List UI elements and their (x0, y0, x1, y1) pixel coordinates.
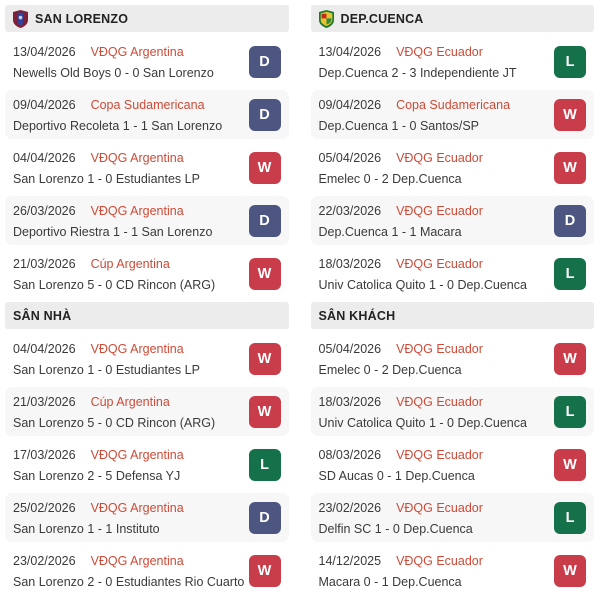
match-score: Dep.Cuenca 2 - 3 Independiente JT (318, 65, 517, 80)
match-score: SD Aucas 0 - 1 Dep.Cuenca (318, 468, 475, 483)
competition-link[interactable]: VĐQG Ecuador (396, 553, 483, 568)
match-info (13, 342, 200, 377)
section-title: SÂN NHÀ (13, 308, 72, 323)
section-title: SÂN KHÁCH (318, 308, 396, 323)
competition-link[interactable]: Copa Sudamericana (90, 97, 205, 112)
match-info (319, 98, 511, 133)
match-score: San Lorenzo 1 - 0 Estudiantes LP (13, 362, 200, 377)
match-info (13, 501, 184, 536)
team-name: DEP.CUENCA (340, 11, 424, 26)
dep-cuenca-crest-icon (319, 10, 334, 28)
match-row[interactable] (311, 90, 595, 139)
outcome-badge: W (249, 152, 281, 184)
home-matches-list (5, 334, 289, 595)
match-date: 09/04/2026 (13, 97, 76, 112)
outcome-badge: L (554, 46, 586, 78)
match-score: Delfin SC 1 - 0 Dep.Cuenca (318, 521, 473, 536)
match-score: Deportivo Recoleta 1 - 1 San Lorenzo (13, 118, 223, 133)
section-header-away (311, 302, 595, 329)
match-info (319, 257, 527, 292)
san-lorenzo-crest-icon (13, 10, 28, 28)
match-info (319, 448, 483, 483)
match-info (13, 151, 200, 186)
match-date: 22/03/2026 (318, 203, 382, 218)
competition-link[interactable]: VĐQG Ecuador (396, 150, 483, 165)
outcome-badge: D (249, 502, 281, 534)
match-info (319, 204, 483, 239)
outcome-badge: D (554, 205, 586, 237)
match-score: San Lorenzo 5 - 0 CD Rincon (ARG) (13, 415, 216, 430)
outcome-badge: W (249, 258, 281, 290)
match-info (13, 204, 212, 239)
competition-link[interactable]: VĐQG Argentina (90, 44, 184, 59)
match-row[interactable] (5, 546, 289, 595)
match-date: 26/03/2026 (13, 203, 76, 218)
competition-link[interactable]: VĐQG Ecuador (396, 341, 483, 356)
match-row[interactable] (5, 493, 289, 542)
match-date: 05/04/2026 (318, 341, 382, 356)
match-date: 23/02/2026 (13, 553, 76, 568)
match-info (13, 448, 184, 483)
competition-link[interactable]: VĐQG Ecuador (396, 44, 483, 59)
competition-link[interactable]: VĐQG Ecuador (396, 500, 483, 515)
match-row[interactable] (311, 440, 595, 489)
team-header (5, 5, 289, 32)
match-score: San Lorenzo 2 - 0 Estudiantes Rio Cuarto (13, 574, 245, 589)
competition-link[interactable]: VĐQG Argentina (90, 447, 184, 462)
outcome-badge: W (554, 99, 586, 131)
match-row[interactable] (5, 37, 289, 86)
outcome-badge: L (554, 502, 586, 534)
match-row[interactable] (5, 387, 289, 436)
match-info (13, 395, 215, 430)
match-date: 23/02/2026 (318, 500, 382, 515)
outcome-badge: W (249, 343, 281, 375)
match-date: 18/03/2026 (318, 256, 382, 271)
outcome-badge: W (554, 555, 586, 587)
team-column-dep-cuenca (311, 5, 595, 599)
match-info (319, 342, 483, 377)
match-date: 13/04/2026 (318, 44, 382, 59)
outcome-badge: W (249, 396, 281, 428)
match-date: 04/04/2026 (13, 150, 76, 165)
match-date: 18/03/2026 (318, 394, 382, 409)
match-info (319, 151, 483, 186)
outcome-badge: W (554, 449, 586, 481)
match-score: Univ Catolica Quito 1 - 0 Dep.Cuenca (318, 415, 527, 430)
outcome-badge: L (554, 396, 586, 428)
outcome-badge: D (249, 46, 281, 78)
match-row[interactable] (5, 143, 289, 192)
match-info (319, 395, 527, 430)
competition-link[interactable]: Cúp Argentina (90, 256, 170, 271)
section-header-home (5, 302, 289, 329)
outcome-badge: L (249, 449, 281, 481)
match-date: 04/04/2026 (13, 341, 76, 356)
match-row[interactable] (311, 143, 595, 192)
competition-link[interactable]: VĐQG Ecuador (396, 447, 483, 462)
match-date: 13/04/2026 (13, 44, 76, 59)
match-date: 17/03/2026 (13, 447, 76, 462)
competition-link[interactable]: VĐQG Argentina (90, 500, 184, 515)
outcome-badge: D (249, 205, 281, 237)
match-info (13, 257, 215, 292)
competition-link[interactable]: VĐQG Argentina (90, 553, 184, 568)
match-date: 14/12/2025 (318, 553, 382, 568)
match-row[interactable] (311, 249, 595, 298)
match-row[interactable] (311, 546, 595, 595)
match-info (319, 501, 483, 536)
competition-link[interactable]: VĐQG Ecuador (396, 394, 483, 409)
match-info (13, 98, 222, 133)
match-row[interactable] (311, 387, 595, 436)
outcome-badge: D (249, 99, 281, 131)
match-row[interactable] (311, 37, 595, 86)
competition-link[interactable]: VĐQG Argentina (90, 203, 184, 218)
team-header (311, 5, 595, 32)
away-matches-list (311, 334, 595, 595)
match-row[interactable] (5, 249, 289, 298)
match-row[interactable] (311, 196, 595, 245)
match-score: Emelec 0 - 2 Dep.Cuenca (318, 362, 462, 377)
match-score: San Lorenzo 1 - 1 Instituto (13, 521, 160, 536)
outcome-badge: W (554, 152, 586, 184)
match-score: Univ Catolica Quito 1 - 0 Dep.Cuenca (318, 277, 527, 292)
match-date: 21/03/2026 (13, 394, 76, 409)
competition-link[interactable]: Cúp Argentina (90, 394, 170, 409)
team-column-san-lorenzo (5, 5, 289, 599)
competition-link[interactable]: VĐQG Argentina (90, 150, 184, 165)
match-date: 08/03/2026 (318, 447, 382, 462)
match-score: San Lorenzo 5 - 0 CD Rincon (ARG) (13, 277, 216, 292)
competition-link[interactable]: VĐQG Ecuador (396, 203, 483, 218)
competition-link[interactable]: VĐQG Ecuador (396, 256, 483, 271)
match-date: 21/03/2026 (13, 256, 76, 271)
match-score: Newells Old Boys 0 - 0 San Lorenzo (13, 65, 214, 80)
outcome-badge: W (554, 343, 586, 375)
match-date: 25/02/2026 (13, 500, 76, 515)
match-row[interactable] (5, 334, 289, 383)
match-info (319, 554, 483, 589)
match-score: Macara 0 - 1 Dep.Cuenca (318, 574, 462, 589)
match-row[interactable] (5, 440, 289, 489)
competition-link[interactable]: VĐQG Argentina (90, 341, 184, 356)
match-score: Dep.Cuenca 1 - 1 Macara (318, 224, 462, 239)
match-score: Dep.Cuenca 1 - 0 Santos/SP (318, 118, 480, 133)
match-score: Deportivo Riestra 1 - 1 San Lorenzo (13, 224, 213, 239)
match-score: San Lorenzo 2 - 5 Defensa YJ (13, 468, 181, 483)
recent-matches-list (5, 37, 289, 298)
match-info (13, 45, 214, 80)
recent-matches-list (311, 37, 595, 298)
match-row[interactable] (311, 334, 595, 383)
outcome-badge: L (554, 258, 586, 290)
match-row[interactable] (5, 90, 289, 139)
match-score: San Lorenzo 1 - 0 Estudiantes LP (13, 171, 200, 186)
match-info (13, 554, 243, 589)
match-score: Emelec 0 - 2 Dep.Cuenca (318, 171, 462, 186)
team-name: SAN LORENZO (35, 11, 129, 26)
match-date: 09/04/2026 (318, 97, 382, 112)
competition-link[interactable]: Copa Sudamericana (396, 97, 511, 112)
match-date: 05/04/2026 (318, 150, 382, 165)
outcome-badge: W (249, 555, 281, 587)
match-row[interactable] (5, 196, 289, 245)
match-info (319, 45, 517, 80)
match-row[interactable] (311, 493, 595, 542)
